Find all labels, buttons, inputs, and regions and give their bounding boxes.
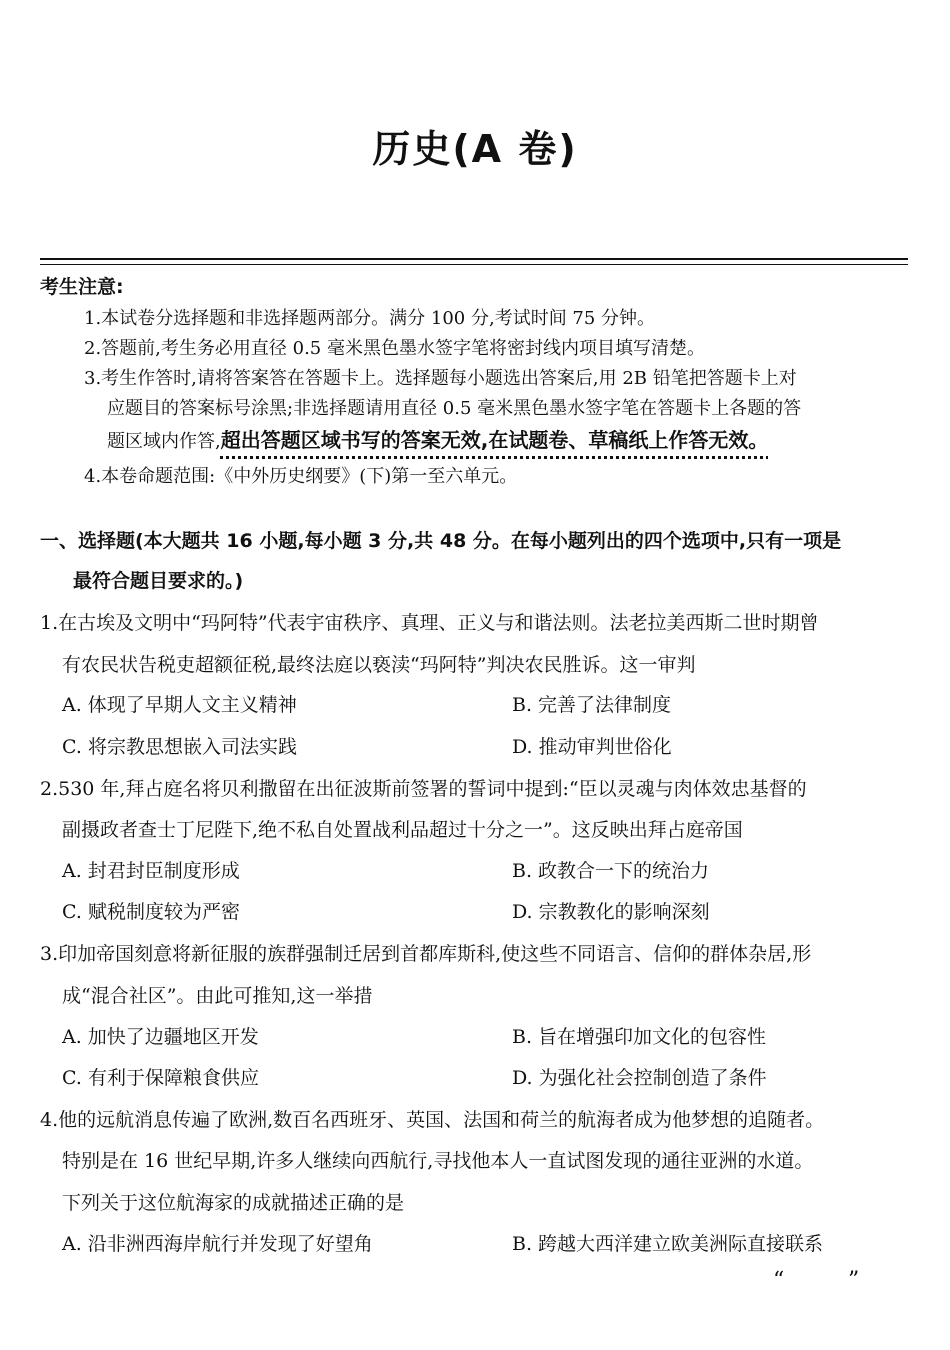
question-2-stem-line-1: 2.530 年,拜占庭名将贝利撒留在出征波斯前签署的誓词中提到:“臣以灵魂与肉体效忠基督的 (40, 778, 807, 800)
question-4-stem-line-1: 4.他的远航消息传遍了欧洲,数百名西班牙、英国、法国和荷兰的航海者成为他梦想的追随者。 (40, 1109, 825, 1131)
footer-close-quote: ” (848, 1268, 860, 1293)
notice-item-3-line-3 (107, 424, 768, 453)
notice-item-2: 2.答题前,考生务必用直径 0.5 毫米黑色墨水签字笔将密封线内项目填写清楚。 (84, 338, 705, 359)
question-1-option-d: D. 推动审判世俗化 (512, 736, 672, 758)
question-2-option-c: C. 赋税制度较为严密 (62, 901, 240, 923)
notice-item-3-line-1: 3.考生作答时,请将答案答在答题卡上。选择题每小题选出答案后,用 2B 铅笔把答题卡上对 (84, 368, 797, 389)
question-1-option-a: A. 体现了早期人文主义精神 (62, 694, 297, 716)
section-heading: 一、选择题(本大题共 16 小题,每小题 3 分,共 48 分。在每小题列出的四个选项中,只有一项是 (40, 530, 842, 552)
notice-heading: 考生注意: (40, 276, 124, 298)
footer-open-quote: “ (773, 1268, 785, 1293)
header-divider-thin (40, 264, 908, 265)
question-3-option-c: C. 有利于保障粮食供应 (62, 1067, 259, 1089)
question-4-option-a: A. 沿非洲西海岸航行并发现了好望角 (62, 1233, 373, 1255)
question-1-option-c: C. 将宗教思想嵌入司法实践 (62, 736, 297, 758)
notice-item-3-emphasis: 超出答题区域书写的答案无效,在试题卷、草稿纸上作答无效。 (220, 428, 769, 452)
notice-item-4: 4.本卷命题范围:《中外历史纲要》(下)第一至六单元。 (84, 466, 518, 487)
question-2-option-b: B. 政教合一下的统治力 (512, 860, 710, 882)
question-3-option-d: D. 为强化社会控制创造了条件 (512, 1067, 767, 1089)
notice-item-1: 1.本试卷分选择题和非选择题两部分。满分 100 分,考试时间 75 分钟。 (84, 308, 656, 329)
question-3-option-a: A. 加快了边疆地区开发 (62, 1026, 259, 1048)
page-title: 历史(A 卷) (372, 127, 578, 171)
section-heading-cont: 最符合题目要求的。) (73, 570, 244, 592)
question-3-option-b: B. 旨在增强印加文化的包容性 (512, 1026, 767, 1048)
notice-item-3-line-2: 应题目的答案标号涂黑;非选择题请用直径 0.5 毫米黑色墨水签字笔在答题卡上各题的答 (107, 398, 802, 419)
notice-item-3-plain: 题区域内作答, (107, 431, 221, 452)
question-2-stem-line-2: 副摄政者查士丁尼陛下,绝不私自处置战利品超过十分之一”。这反映出拜占庭帝国 (62, 819, 743, 841)
question-3-stem-line-2: 成“混合社区”。由此可推知,这一举措 (62, 985, 373, 1007)
question-4-option-b: B. 跨越大西洋建立欧美洲际直接联系 (512, 1233, 824, 1255)
question-1-option-b: B. 完善了法律制度 (512, 694, 672, 716)
question-2-option-d: D. 宗教教化的影响深刻 (512, 901, 710, 923)
question-1-stem-line-1: 1.在古埃及文明中“玛阿特”代表宇宙秩序、真理、正义与和谐法则。法老拉美西斯二世时期曾 (40, 612, 819, 634)
question-4-stem-line-2: 特别是在 16 世纪早期,许多人继续向西航行,寻找他本人一直试图发现的通往亚洲的水道。 (62, 1150, 814, 1172)
question-2-option-a: A. 封君封臣制度形成 (62, 860, 240, 882)
question-1-stem-line-2: 有农民状告税吏超额征税,最终法庭以亵渎“玛阿特”判决农民胜诉。这一审判 (62, 654, 696, 676)
question-3-stem-line-1: 3.印加帝国刻意将新征服的族群强制迁居到首都库斯科,使这些不同语言、信仰的群体杂居,形 (40, 943, 812, 965)
header-divider-thick (40, 258, 908, 260)
question-4-stem-line-3: 下列关于这位航海家的成就描述正确的是 (62, 1192, 405, 1214)
